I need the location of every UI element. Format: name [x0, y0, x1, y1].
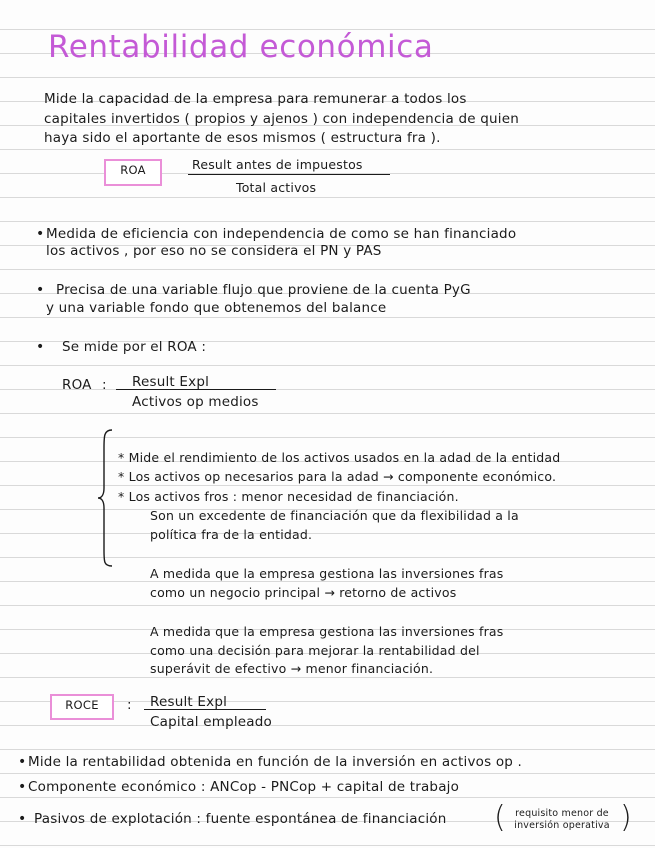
bullet-dot: • [36, 339, 45, 355]
brace-item-1-text: Mide el rendimiento de los activos usados en la adad de la entidad [128, 450, 561, 465]
paragraph-2-line-3: superávit de efectivo → menor financiación. [150, 661, 434, 676]
note-close-paren: ) [620, 800, 632, 835]
roce-box: ROCE [50, 694, 114, 720]
roa-numerator: Result antes de impuestos [192, 157, 363, 172]
brace-item-2: * Los activos op necesarios para la adad → componente económico. [118, 469, 557, 484]
final-bullet-3: Pasivos de explotación : fuente espontánea de financiación [34, 811, 447, 827]
paragraph-2-line-2: como una decisión para mejorar la rentabilidad del [150, 643, 480, 658]
roce-fraction-line [144, 709, 266, 710]
paragraph-1-line-1: A medida que la empresa gestiona las inversiones fras [150, 566, 504, 581]
roa-denominator: Total activos [236, 180, 317, 195]
roa-def-denominator: Activos op medios [132, 394, 259, 410]
roa-def-label: ROA [62, 377, 92, 393]
bullet-2-line-1: Precisa de una variable flujo que proviene de la cuenta PyG [56, 282, 471, 298]
bullet-dot: • [18, 779, 27, 795]
brace-item-1: * Mide el rendimiento de los activos usados en la adad de la entidad [118, 450, 561, 465]
bullet-dot: • [18, 811, 27, 827]
final-bullet-2: Componente económico : ANCop - PNCop + capital de trabajo [28, 779, 460, 795]
roa-def-equals: : [102, 377, 107, 393]
bullet-2-line-2: y una variable fondo que obtenemos del balance [46, 300, 387, 316]
intro-line-3: haya sido el aportante de esos mismos ( estructura fra ). [44, 130, 441, 146]
bullet-dot: • [36, 282, 45, 298]
paragraph-2-line-1: A medida que la empresa gestiona las inversiones fras [150, 624, 504, 639]
page-title: Rentabilidad económica [48, 29, 434, 65]
bullet-1-line-2: los activos , por eso no se considera el PN y PAS [46, 243, 382, 259]
brace-item-3: * Los activos fros : menor necesidad de financiación. [118, 489, 459, 504]
final-bullet-1: Mide la rentabilidad obtenida en función de la inversión en activos op . [28, 754, 523, 770]
roce-numerator: Result Expl [150, 694, 228, 710]
paragraph-1-line-2: como un negocio principal → retorno de activos [150, 585, 457, 600]
bullet-3: Se mide por el ROA : [62, 339, 207, 355]
roce-equals: : [127, 697, 132, 713]
brace-item-4-line-2: política fra de la entidad. [150, 527, 313, 542]
roa-fraction-line [188, 174, 390, 175]
curly-brace [96, 428, 116, 568]
intro-line-1: Mide la capacidad de la empresa para remunerar a todos los [44, 91, 467, 107]
brace-item-3-text: Los activos fros : menor necesidad de financiación. [128, 489, 459, 504]
note-line-2: inversión operativa [514, 820, 610, 831]
roa-def-fraction-line [116, 389, 276, 390]
brace-item-2-text: Los activos op necesarios para la adad → componente económico. [128, 469, 557, 484]
bullet-1-line-1: Medida de eficiencia con independencia de como se han financiado [46, 226, 517, 242]
roce-denominator: Capital empleado [150, 714, 273, 730]
note-open-paren: ( [494, 800, 506, 835]
roa-def-numerator: Result Expl [132, 374, 210, 390]
brace-item-4-line-1: Son un excedente de financiación que da flexibilidad a la [150, 508, 519, 523]
bullet-dot: • [36, 226, 45, 242]
bullet-dot: • [18, 754, 27, 770]
intro-line-2: capitales invertidos ( propios y ajenos ) con independencia de quien [44, 111, 519, 127]
roa-box: ROA [104, 159, 162, 186]
note-line-1: requisito menor de [515, 808, 609, 819]
